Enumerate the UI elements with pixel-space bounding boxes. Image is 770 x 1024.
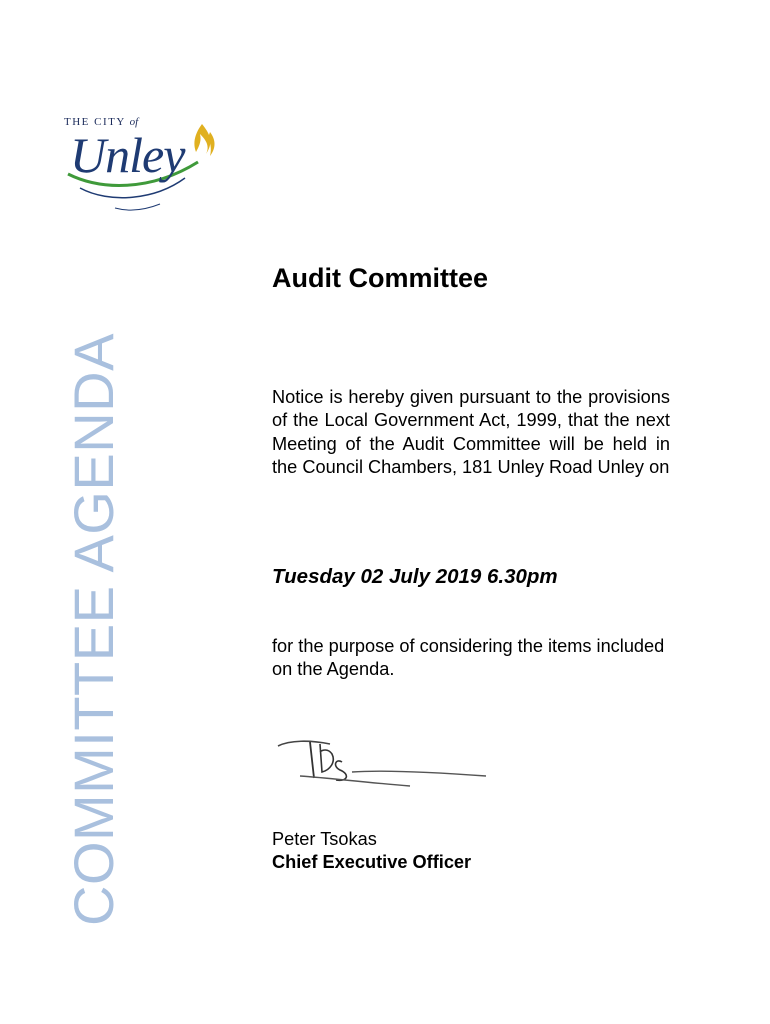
notice-paragraph: Notice is hereby given pursuant to the provisions of the Local Government Act, 1999, that the next Meeting of the Audit Committee will be held in the Council Chambers, 181 Unley Road Unley on (272, 387, 670, 478)
signer-title: Chief Executive Officer (272, 852, 472, 872)
committee-agenda-side-label: COMMITTEE AGENDA (62, 333, 125, 926)
purpose-paragraph: for the purpose of considering the items included on the Agenda. (272, 636, 665, 680)
meeting-datetime: Tuesday 02 July 2019 6.30pm (272, 565, 558, 588)
logo-top-text: THE CITY of (64, 116, 139, 128)
page-title: Audit Committee (272, 263, 488, 293)
signer-name: Peter Tsokas (272, 829, 377, 849)
city-of-unley-logo (60, 112, 220, 216)
logo-wordmark: Unley (70, 127, 185, 183)
signature-icon (270, 732, 500, 796)
